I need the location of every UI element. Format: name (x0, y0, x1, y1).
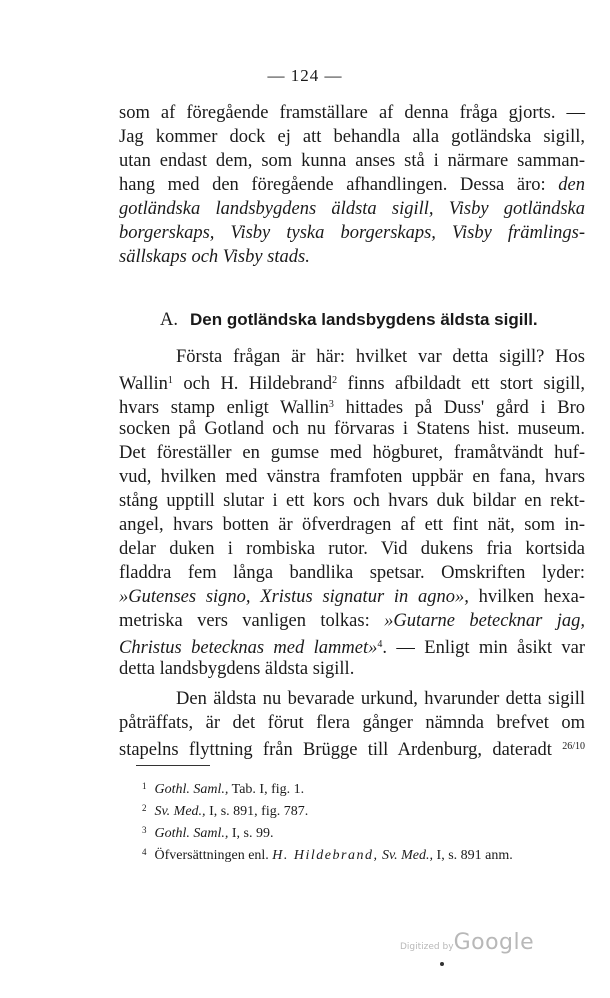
text-line (119, 586, 585, 608)
section-letter: A. (160, 310, 178, 330)
text-line: socken på Gotland och nu förvaras i Statens hist. museum. (119, 419, 585, 439)
section-title: Den gotländska landsbygdens äldsta sigill. (190, 310, 538, 329)
footnote (142, 777, 304, 799)
google-logo-text: Google (453, 930, 535, 955)
footnote-number: 3 (142, 825, 147, 835)
text-line: utan endast dem, som kunna anses stå i närmare samman- (119, 151, 585, 171)
text-line: Första frågan är här: hvilket var detta sigill? Hos (176, 347, 585, 367)
text-line: angel, hvars botten är öfverdragen af ett fint nät, som in- (119, 515, 585, 535)
text-line: som af föregående framställare af denna fråga gjorts. — (119, 103, 585, 123)
text-segment-italic: »Gutarne betecknar jag, (384, 611, 585, 631)
footnote-source: Gothl. Saml., (154, 826, 229, 841)
text-line (119, 394, 585, 419)
text-line: borgerskaps, Visby tyska borgerskaps, Visby främlings- (119, 223, 585, 243)
text-segment: hvars stamp enligt Wallin (119, 398, 329, 418)
text-segment-italic: den (558, 175, 585, 195)
text-segment: hang med den föregående afhandlingen. Dessa äro: (119, 175, 546, 195)
text-line: gotländska landsbygdens äldsta sigill, Visby gotländska (119, 199, 585, 219)
footnote-text: Öfversättningen enl. (154, 848, 269, 863)
section-heading (160, 310, 538, 331)
footnote (142, 821, 274, 843)
text-line: detta landsbygdens äldsta sigill. (119, 659, 355, 679)
text-segment: hvilken hexa- (478, 587, 585, 607)
footnote-text: I, s. 99. (231, 826, 274, 841)
text-line: delar duken i rombiska rutor. Vid dukens fria kortsida (119, 539, 585, 559)
text-line (119, 736, 585, 761)
text-segment: och H. Hildebrand (183, 374, 333, 394)
text-line (119, 610, 585, 632)
text-segment-italic: »Gutenses signo, Xristus signatur in agno», (119, 587, 469, 607)
footnote-author: H. Hildebrand, (272, 848, 379, 863)
text-segment: Wallin (119, 374, 168, 394)
text-line: påträffats, är det förut flera gånger nämnda brefvet om (119, 713, 585, 733)
footnote-source: Sv. Med., (381, 848, 434, 863)
text-segment: stapelns flyttning från Brügge till Ardenburg, dateradt (119, 740, 552, 760)
text-segment-italic: Christus betecknas med lammet» (119, 638, 378, 658)
digitized-watermark (400, 930, 534, 955)
text-line: fladdra fem långa bandlika spetsar. Omskriften lyder: (119, 563, 585, 583)
footnote-text: Tab. I, fig. 1. (231, 782, 305, 797)
text-line: Jag kommer dock ej att behandla alla gotländska sigill, (119, 127, 585, 147)
footnote-ref: 3 (328, 399, 334, 410)
text-line: Den äldsta nu bevarade urkund, hvarunder detta sigill (176, 689, 585, 709)
footnote-ref: 4 (377, 639, 383, 650)
text-line: vud, hvilken med vänstra framfoten uppbär en fana, hvars (119, 467, 585, 487)
text-line (119, 634, 585, 659)
footnote-source: Sv. Med., (154, 804, 206, 819)
text-segment: . — Enligt min åsikt var (382, 638, 585, 658)
speck-mark (440, 962, 444, 966)
text-line: Det föreställer en gumse med högburet, framåtvändt huf- (119, 443, 585, 463)
footnote (142, 799, 308, 821)
text-line (119, 370, 585, 395)
footnote (142, 843, 513, 865)
text-line: sällskaps och Visby stads. (119, 247, 310, 267)
text-line: stång upptill slutar i ett kors och hvars duk bildar en rekt- (119, 491, 585, 511)
page-number: — 124 — (267, 66, 343, 85)
footnote-number: 1 (142, 781, 147, 791)
footnote-text: I, s. 891, fig. 787. (209, 804, 309, 819)
footnote-text: I, s. 891 anm. (436, 848, 513, 863)
date-fraction: 26/10 (562, 741, 585, 752)
footnote-source: Gothl. Saml., (154, 782, 229, 797)
text-line (119, 174, 585, 196)
footnote-number: 2 (142, 803, 147, 813)
watermark-prefix: Digitized by (400, 942, 454, 952)
text-segment: finns afbildadt ett stort sigill, (347, 374, 586, 394)
footnote-ref: 1 (167, 375, 173, 386)
footnote-number: 4 (142, 847, 147, 857)
footnote-divider (136, 765, 210, 766)
footnote-ref: 2 (332, 375, 338, 386)
text-segment: hittades på Duss' gård i Bro (345, 398, 586, 418)
text-segment: metriska vers vanligen tolkas: (119, 611, 370, 631)
